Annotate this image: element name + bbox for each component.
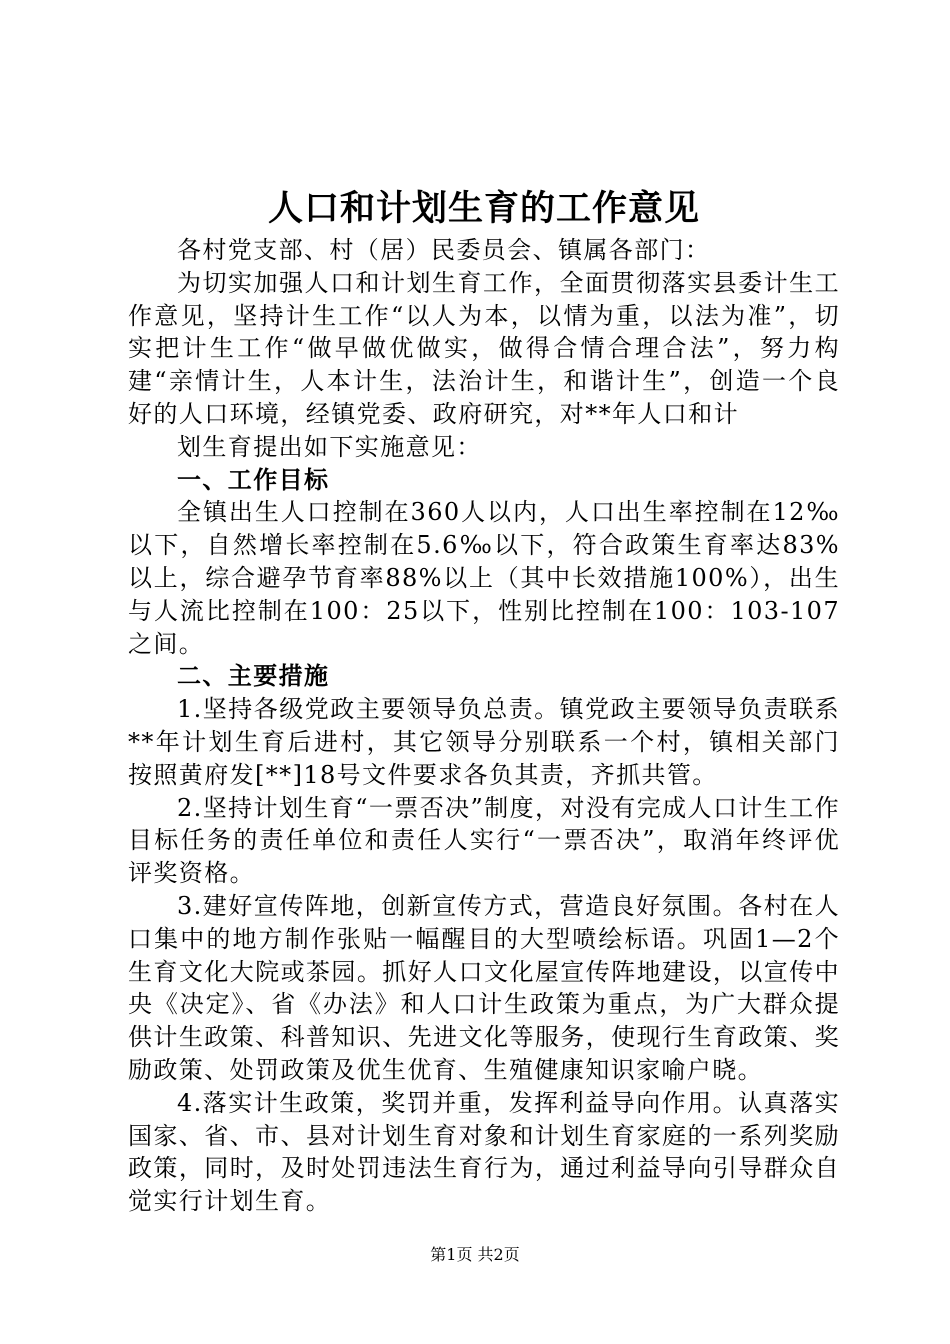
salutation: 各村党支部、村（居）民委员会、镇属各部门： [177, 236, 711, 264]
section-heading-measures: 二、主要措施 [177, 661, 330, 691]
measure-item-3: 3.建好宣传阵地，创新宣传方式，营造良好氛围。各村在人口集中的地方制作张贴一幅醒目的大型喷绘标语。巩固1—2个生育文化大院或茶园。抓好人口文化屋宣传阵地建设，以宣传中央《决定》、省《办法》和人口计生政策为重点，为广大群众提供计生政策、科普知识、先进文化等服务，使现行生育政策、奖励政策、处罚政策及优生优育、生殖健康知识家喻户晓。 [128, 891, 840, 1084]
document-body [128, 234, 840, 1218]
measure-item-1: 1.坚持各级党政主要领导负总责。镇党政主要领导负责联系**年计划生育后进村，其它领导分别联系一个村，镇相关部门按照黄府发[**]18号文件要求各负其责，齐抓共管。 [128, 695, 840, 789]
measure-item-4: 4.落实计生政策，奖罚并重，发挥利益导向作用。认真落实国家、省、市、县对计划生育对象和计划生育家庭的一系列奖励政策，同时，及时处罚违法生育行为，通过利益导向引导群众自觉实行计划生育。 [128, 1088, 840, 1216]
goals-paragraph: 全镇出生人口控制在360人以内，人口出生率控制在12‰以下，自然增长率控制在5.6‰以下，符合政策生育率达83%以上，综合避孕节育率88%以上（其中长效措施100%），出生与人流比控制在100：25以下，性别比控制在100：103-107之间。 [128, 498, 840, 658]
measure-item-2: 2.坚持计划生育“一票否决”制度，对没有完成人口计生工作目标任务的责任单位和责任人实行“一票否决”，取消年终评优评奖资格。 [128, 793, 840, 888]
section-heading-goals: 一、工作目标 [177, 464, 330, 494]
intro-continuation: 划生育提出如下实施意见： [177, 432, 482, 461]
document-title: 人口和计划生育的工作意见 [267, 188, 700, 229]
page-footer: 第1页 共2页 [430, 1245, 520, 1264]
intro-paragraph: 为切实加强人口和计划生育工作，全面贯彻落实县委计生工作意见，坚持计生工作“以人为本，以情为重，以法为准”，切实把计生工作“做早做优做实，做得合情合理合法”，努力构建“亲情计生，人本计生，法治计生，和谐计生”，创造一个良好的人口环境，经镇党委、政府研究，对**年人口和计 [128, 268, 840, 428]
